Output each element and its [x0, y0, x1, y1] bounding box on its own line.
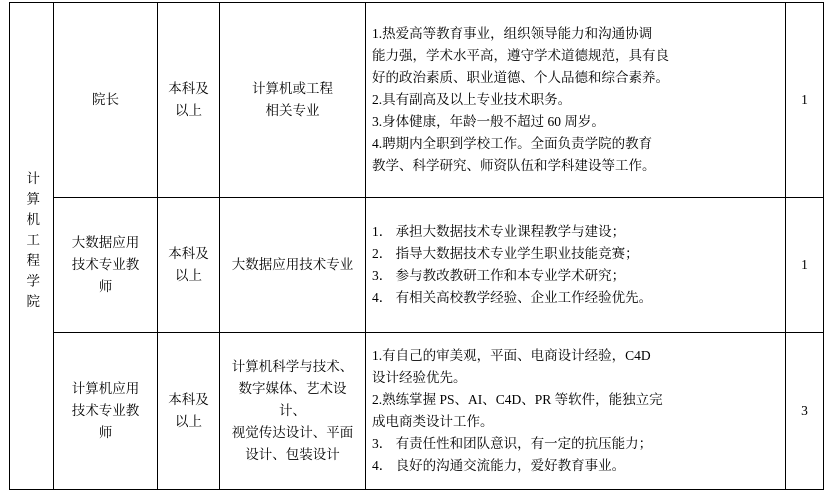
requirement-line: 1.有自己的审美观，平面、电商设计经验，C4D — [372, 348, 651, 364]
requirement-line: 1． 承担大数据技术专业课程教学与建设； — [372, 224, 626, 240]
education-line-2: 以上 — [175, 414, 202, 429]
requirement-line: 成电商类设计工作。 — [372, 414, 494, 429]
requirement-line: 3． 参与教改教研工作和本专业学术研究； — [372, 268, 626, 283]
requirement-line: 教学、科学研究、师资队伍和学科建设等工作。 — [372, 157, 656, 173]
education-line-2: 以上 — [175, 103, 202, 118]
position-line-1: 计算机应用 — [71, 381, 140, 397]
requirement-line: 1.热爱高等教育事业，组织领导能力和沟通协调 — [372, 26, 653, 42]
requirement-line: 2.熟练掌握 PS、AI、C4D、PR 等软件，能独立完 — [372, 392, 663, 408]
major-line-1: 计算机科学与技术、 — [231, 359, 354, 375]
major-cell — [220, 3, 366, 198]
requirement-line: 2． 指导大数据技术专业学生职业技能竞赛； — [372, 246, 639, 262]
department-cell — [10, 3, 54, 490]
education-cell — [158, 198, 220, 333]
position-line-2: 技术专业教 — [71, 257, 140, 273]
recruitment-table — [9, 2, 824, 490]
count-cell: 1 — [786, 198, 824, 333]
position-line-3: 师 — [98, 424, 113, 440]
requirement-line: 4． 良好的沟通交流能力，爱好教育事业。 — [372, 457, 626, 473]
requirement-line: 设计经验优先。 — [372, 370, 467, 386]
education-line-1: 本科及 — [168, 246, 209, 262]
position-cell — [54, 198, 158, 333]
position-cell: 院长 — [54, 3, 158, 198]
position-line-1: 大数据应用 — [71, 235, 140, 251]
count-cell: 3 — [786, 333, 824, 490]
requirement-line: 3.身体健康，年龄一般不超过 60 周岁。 — [372, 113, 605, 129]
position-line-2: 技术专业教 — [71, 403, 140, 419]
major-line-2: 相关专业 — [265, 103, 320, 118]
major-line-3: 视觉传达设计、平面 — [231, 424, 354, 440]
requirements-cell — [366, 198, 786, 333]
major-line-1: 计算机或工程 — [252, 81, 333, 97]
education-line-2: 以上 — [175, 268, 202, 283]
requirement-line: 2.具有副高及以上专业技术职务。 — [372, 92, 572, 108]
major-cell: 大数据应用技术专业 — [220, 198, 366, 333]
education-cell — [158, 3, 220, 198]
requirement-line: 好的政治素质、职业道德、个人品德和综合素养。 — [372, 70, 669, 86]
position-line-3: 师 — [98, 278, 113, 294]
table-row — [10, 3, 824, 198]
requirements-cell — [366, 3, 786, 198]
table-row — [10, 198, 824, 333]
document-page — [0, 2, 832, 473]
major-line-4: 设计、包装设计 — [245, 446, 340, 462]
count-cell: 1 — [786, 3, 824, 198]
requirement-line: 能力强，学术水平高，遵守学术道德规范，具有良 — [372, 48, 669, 64]
department-label: 计算机工程学院 — [24, 170, 40, 315]
major-line-2: 数字媒体、艺术设计、 — [238, 381, 347, 419]
education-line-1: 本科及 — [168, 392, 209, 408]
requirement-line: 4． 有相关高校教学经验、企业工作经验优先。 — [372, 289, 653, 305]
education-line-1: 本科及 — [168, 81, 209, 97]
requirement-line: 4.聘期内全职到学校工作。全面负责学院的教育 — [372, 135, 653, 151]
requirement-line: 3． 有责任性和团队意识，有一定的抗压能力； — [372, 435, 653, 451]
